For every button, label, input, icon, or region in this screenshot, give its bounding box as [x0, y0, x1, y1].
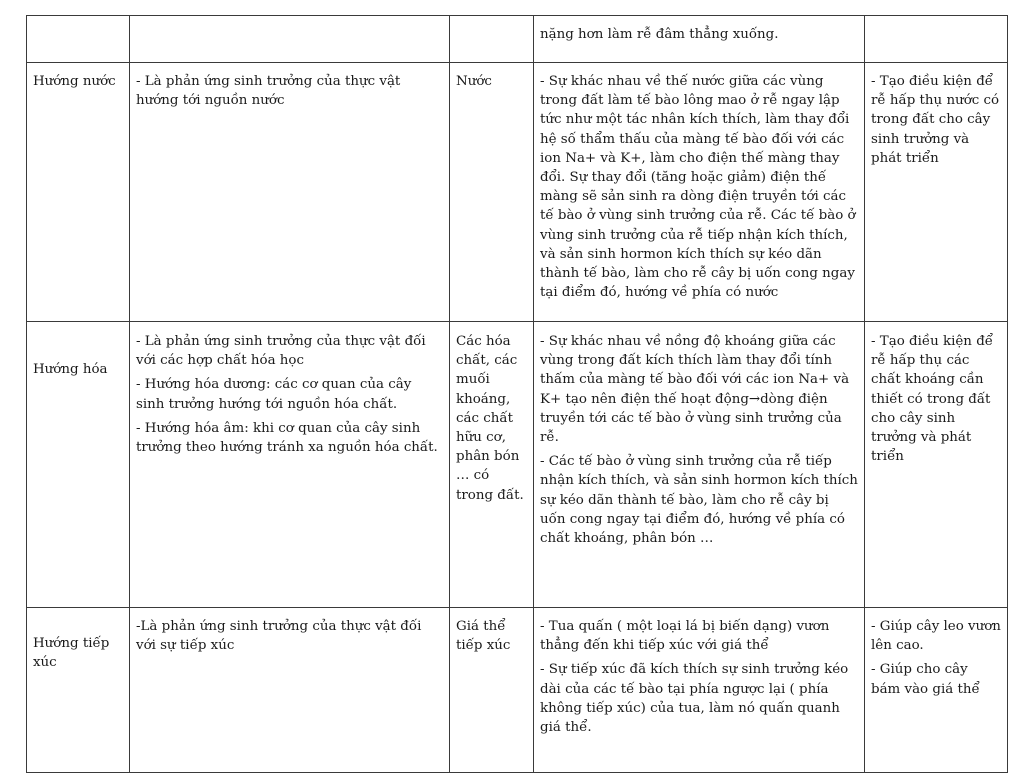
- tropism-name: Hướng hóa: [33, 362, 108, 377]
- tropism-name: Hướng tiếp xúc: [33, 636, 110, 671]
- role-text: - Tạo điều kiện để rễ hấp thụ nước có trong đất cho cây sinh trưởng và phát triển: [871, 74, 1000, 166]
- tropism-name-cell: [27, 608, 130, 773]
- cell-empty: [865, 16, 1008, 63]
- tropism-name-cell: [27, 63, 130, 322]
- stimulus-text: Giá thể tiếp xúc: [456, 619, 511, 654]
- mechanism-cell: [534, 16, 865, 63]
- stimulus-cell: [450, 322, 534, 608]
- table-row: [27, 63, 1008, 322]
- table-row: [27, 322, 1008, 608]
- role-text: - Giúp cây leo vươn lên cao.: [871, 619, 1001, 654]
- definition-text: - Là phản ứng sinh trưởng của thực vật đối với các hợp chất hóa học: [136, 334, 426, 369]
- role-cell: [865, 608, 1008, 773]
- role-cell: [865, 322, 1008, 608]
- stimulus-cell: [450, 608, 534, 773]
- role-text: - Giúp cho cây bám vào giá thể: [871, 662, 980, 697]
- definition-text: -Là phản ứng sinh trưởng của thực vật đối với sự tiếp xúc: [136, 619, 422, 654]
- tropism-name-cell: [27, 322, 130, 608]
- table-row: [27, 16, 1008, 63]
- definition-text: - Là phản ứng sinh trưởng của thực vật hướng tới nguồn nước: [136, 74, 401, 109]
- definition-text: - Hướng hóa âm: khi cơ quan của cây sinh trưởng theo hướng tránh xa nguồn hóa chất.: [136, 420, 438, 456]
- mechanism-text: - Sự khác nhau về thế nước giữa các vùng trong đất làm tế bào lông mao ở rễ ngay lập tức như một tác nhân kích thích, làm thay đổi hệ số thẩm thấu của màng tế bào đối với các ion Na+ và K+, làm cho điện thế màng thay đổi. Sự thay đổi (tăng hoặc giảm) điện thế màng sẽ sản sinh ra dòng điện truyền tới các tế bào ở vùng sinh trưởng của rễ. Các tế bào ở vùng sinh trưởng của rễ tiếp nhận kích thích, và sản sinh hormon kích thích sự kéo dãn thành tế bào, làm cho rễ cây bị uốn cong ngay tại điểm đó, hướng về phía có nước: [540, 74, 856, 301]
- tropism-table: [26, 15, 1008, 773]
- definition-cell: [130, 63, 450, 322]
- mechanism-text: - Sự khác nhau về nồng độ khoáng giữa các vùng trong đất kích thích làm thay đổi tính thấm của màng tế bào đối với các ion Na+ và K+ tạo nên điện thế hoạt động→dòng điện truyền tới các tế bào ở vùng sinh trưởng của rễ.: [540, 334, 850, 446]
- stimulus-text: Các hóa chất, các muối khoáng, các chất hữu cơ, phân bón … có trong đất.: [456, 334, 524, 503]
- stimulus-cell: [450, 63, 534, 322]
- role-text: - Tạo điều kiện để rễ hấp thụ các chất khoáng cần thiết có trong đất cho cây sinh trưởng và phát triển: [871, 334, 993, 465]
- stimulus-text: Nước: [456, 74, 492, 89]
- definition-cell: [130, 608, 450, 773]
- cell-empty: [450, 16, 534, 63]
- mechanism-text: - Tua quấn ( một loại lá bị biến dạng) vươn thẳng đến khi tiếp xúc với giá thể: [540, 619, 830, 654]
- definition-cell: [130, 322, 450, 608]
- mechanism-cell: [534, 608, 865, 773]
- cell-empty: [27, 16, 130, 63]
- mechanism-text: nặng hơn làm rễ đâm thẳng xuống.: [540, 27, 779, 42]
- definition-text: - Hướng hóa dương: các cơ quan của cây sinh trưởng hướng tới nguồn hóa chất.: [136, 377, 412, 412]
- tropism-name: Hướng nước: [33, 74, 116, 89]
- mechanism-cell: [534, 63, 865, 322]
- mechanism-text: - Sự tiếp xúc đã kích thích sự sinh trưởng kéo dài của các tế bào tại phía ngược lại ( phía không tiếp xúc) của tua, làm nó quấn quanh giá thể.: [540, 662, 849, 736]
- table-row: [27, 608, 1008, 773]
- mechanism-text: - Các tế bào ở vùng sinh trưởng của rễ tiếp nhận kích thích, và sản sinh hormon kích thích sự kéo dãn thành tế bào, làm cho rễ cây bị uốn cong ngay tại điểm đó, hướng về phía có chất khoáng, phân bón …: [540, 454, 858, 547]
- role-cell: [865, 63, 1008, 322]
- mechanism-cell: [534, 322, 865, 608]
- cell-empty: [130, 16, 450, 63]
